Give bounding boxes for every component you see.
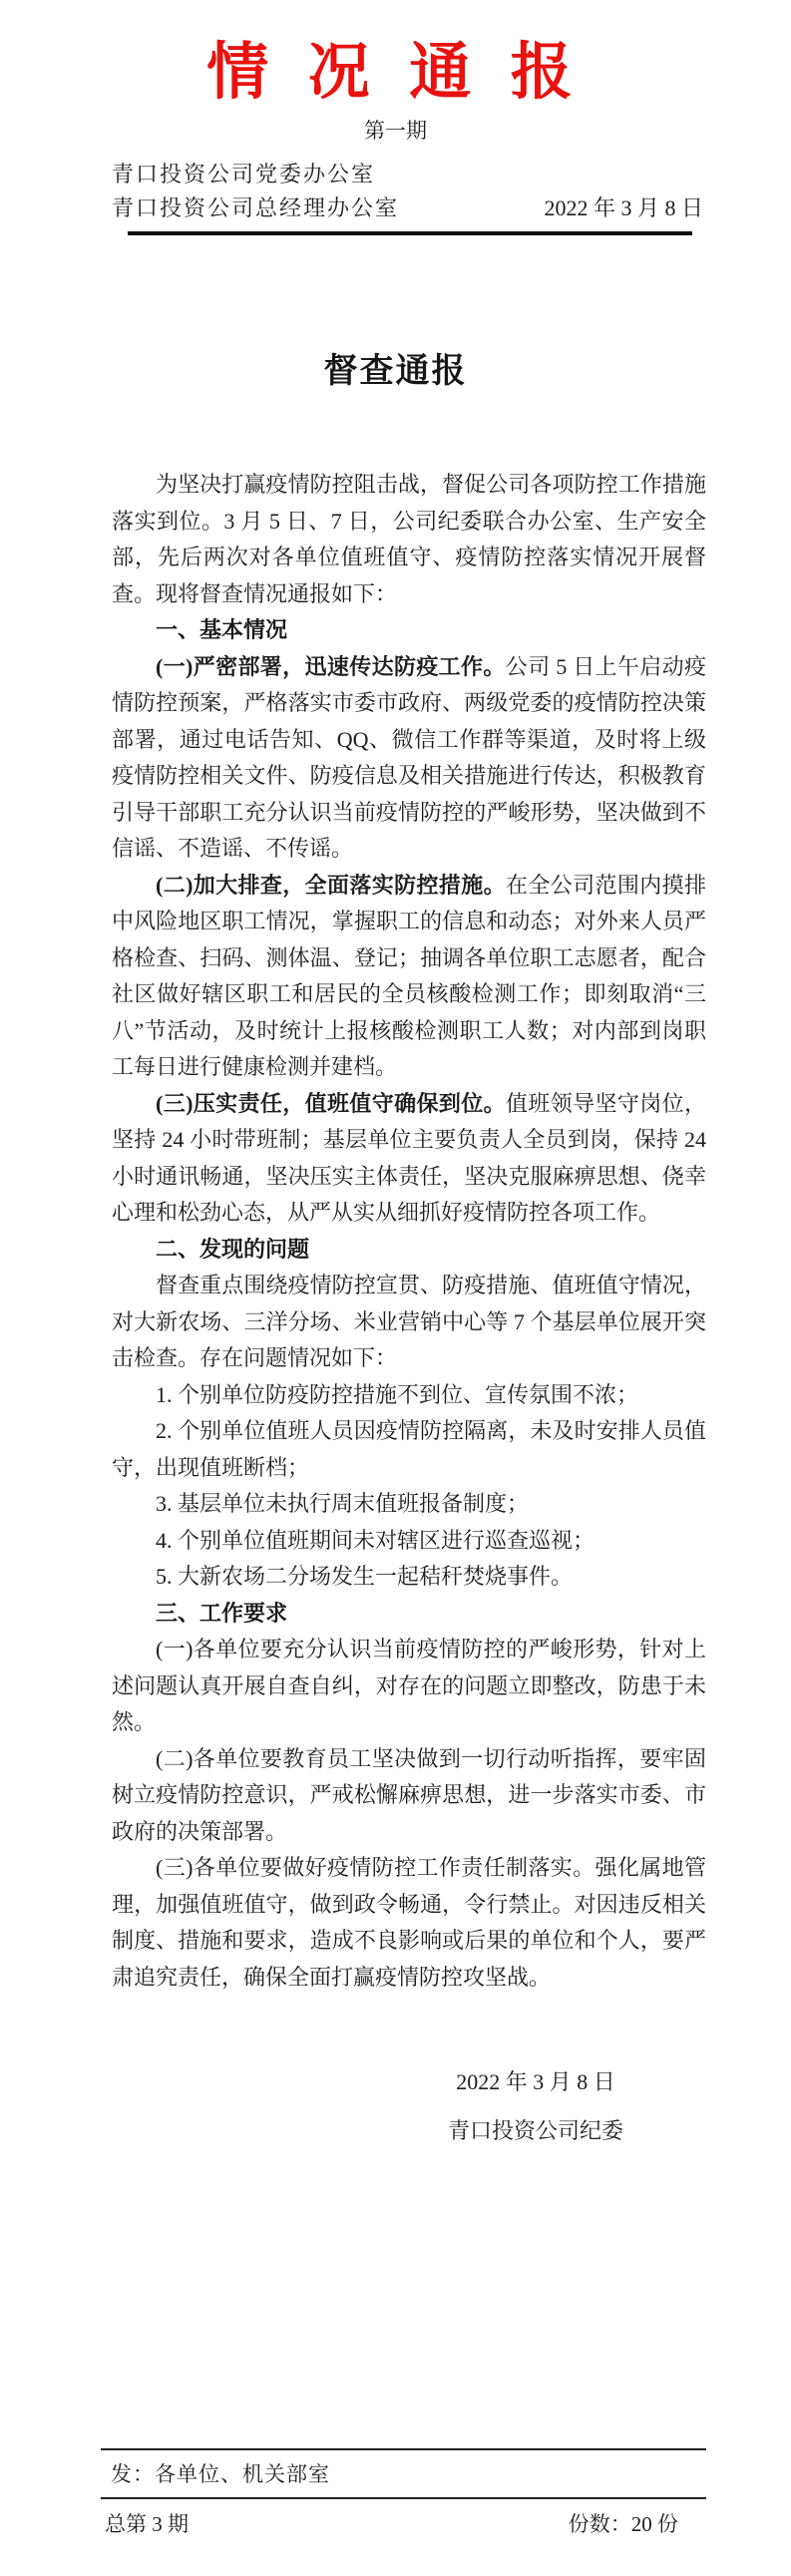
- section2-intro: 督查重点围绕疫情防控宣贯、防疫措施、值班值守情况，对大新农场、三洋分场、米业营销中心等 7 个基层单位展开突击检查。存在问题情况如下：: [112, 1273, 706, 1370]
- issuer-line-2: 青口投资公司总经理办公室: [112, 195, 400, 220]
- section1-item-1-text: 公司 5 日上午启动疫情防控预案，严格落实市委市政府、两级党委的疫情防控决策部署，通过电话告知、QQ、微信工作群等渠道，及时将上级疫情防控相关文件、防疫信息及相关措施进行传达，积极教育引导干部职工充分认识当前疫情防控的严峻形势，坚决做到不信谣、不造谣、不传谣。: [112, 653, 706, 861]
- section1-item-2-lead: (二)加大排查，全面落实防控措施。: [156, 872, 506, 898]
- distribution-line: 发：各单位、机关部室: [101, 2448, 706, 2499]
- masthead-title: 情 况 通 报: [206, 39, 585, 107]
- intro-paragraph: 为坚决打赢疫情防控阻击战，督促公司各项防控工作措施落实到位。3 月 5 日、7 日，公司纪委联合办公室、生产安全部，先后两次对各单位值班值守、疫情防控落实情况开展督查。现将督查情况通报如下：: [112, 472, 706, 606]
- issue-number: 第一期: [364, 119, 427, 143]
- section3-heading: 三、工作要求: [156, 1600, 288, 1626]
- requirement-item-2: (二)各单位要教育员工坚决做到一切行动听指挥，要牢固树立疫情防控意识，严戒松懈麻痹思想，进一步落实市委、市政府的决策部署。: [112, 1745, 706, 1844]
- signoff-block: [448, 2057, 623, 2155]
- footer-meta-row: [101, 2499, 706, 2538]
- signoff-date: 2022 年 3 月 8 日: [456, 2069, 615, 2094]
- issuer-header: [112, 158, 703, 225]
- header-rule: [128, 231, 692, 235]
- section1-item-3-lead: (三)压实责任，值班值守确保到位。: [156, 1090, 506, 1116]
- problem-item-1: 1. 个别单位防疫防控措施不到位、宣传氛围不浓；: [156, 1381, 639, 1407]
- requirement-item-3: (三)各单位要做好疫情防控工作责任制落实。强化属地管理，加强值班值守，做到政令畅通，令行禁止。对因违反相关制度、措施和要求，造成不良影响或后果的单位和个人，要严肃追究责任，确保全面打赢疫情防控攻坚战。: [112, 1855, 706, 1990]
- document-footer: [101, 2448, 706, 2538]
- section1-item-1: [112, 649, 706, 868]
- section1-item-2-text: 在全公司范围内摸排中风险地区职工情况，掌握职工的信息和动态；对外来人员严格检查、扫码、测体温、登记；抽调各单位职工志愿者，配合社区做好辖区职工和居民的全员核酸检测工作；即刻取消“三八”节活动，及时统计上报核酸检测职工人数；对内部到岗职工每日进行健康检测并建档。: [112, 872, 706, 1079]
- problem-item-4: 4. 个别单位值班期间未对辖区进行巡查巡视；: [156, 1527, 595, 1553]
- signoff-row: [0, 2057, 623, 2155]
- problem-item-2: 2. 个别单位值班人员因疫情防控隔离，未及时安排人员值守，出现值班断档；: [112, 1418, 706, 1480]
- problem-item-5: 5. 大新农场二分场发生一起秸秆焚烧事件。: [156, 1564, 574, 1589]
- section1-item-3-text: 值班领导坚守岗位，坚持 24 小时带班制；基层单位主要负责人全员到岗，保持 24 小时通讯畅通，坚决压实主体责任，坚决克服麻痹思想、侥幸心理和松劲心态，从严从实从细抓好疫情防控各项工作。: [112, 1090, 706, 1225]
- copies-count: 份数：20 份: [568, 2512, 678, 2536]
- issue-total: 总第 3 期: [105, 2512, 189, 2536]
- section2-heading: 二、发现的问题: [156, 1236, 310, 1262]
- document-heading: 督查通报: [323, 352, 468, 390]
- section1-item-1-lead: (一)严密部署，迅速传达防疫工作。: [156, 653, 506, 679]
- header-date: 2022 年 3 月 8 日: [544, 195, 703, 220]
- document-body: [112, 467, 706, 1996]
- signoff-signer: 青口投资公司纪委: [447, 2118, 623, 2143]
- problem-item-3: 3. 基层单位未执行周末值班报备制度；: [156, 1491, 530, 1516]
- section1-item-2: [112, 868, 706, 1086]
- requirement-item-1: (一)各单位要充分认识当前疫情防控的严峻形势，针对上述问题认真开展自查自纠，对存在的问题立即整改，防患于未然。: [112, 1637, 706, 1734]
- section1-item-3: [112, 1086, 706, 1232]
- issuer-line-1: 青口投资公司党委办公室: [112, 162, 376, 186]
- section1-heading: 一、基本情况: [156, 617, 288, 642]
- issuer-offices: [112, 158, 399, 225]
